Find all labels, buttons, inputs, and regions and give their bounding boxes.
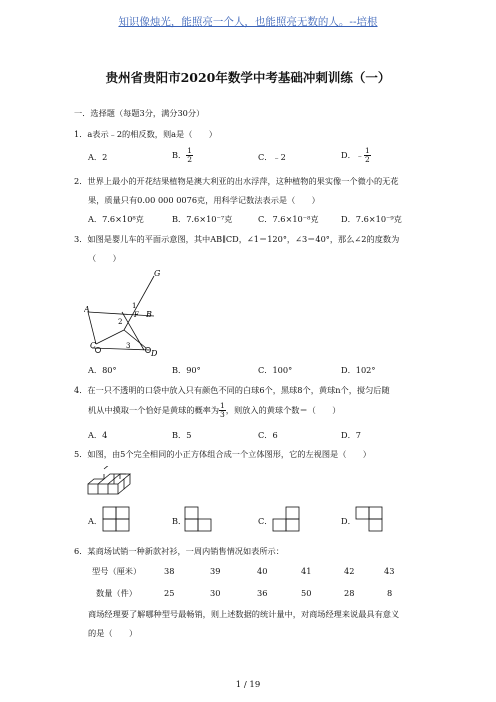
q2-line2: 果，质量只有0.00 000 0076克，用科学记数法表示是（ ）	[88, 195, 320, 205]
q6-size-3: 40	[257, 566, 268, 576]
q3-line2: （ ）	[88, 253, 121, 263]
q2-option-a: A．7.6×10⁸克	[88, 214, 144, 224]
q2-line1: 2．世界上最小的开花结果植物是澳大利亚的出水浮萍，这种植物的果实像一个微小的无花	[74, 176, 399, 186]
q6-line-after2: 的是（ ）	[88, 628, 138, 638]
q6-size-6: 43	[384, 566, 395, 576]
q3-option-b: B．90°	[172, 365, 201, 375]
q1-option-b: B． $\frac{1}{2}$	[172, 146, 192, 164]
q6-qty-2: 30	[210, 588, 221, 598]
label-angle-3: 3	[126, 342, 131, 350]
page-title: 贵州省贵阳市2020年数学中考基础冲刺训练（一）	[105, 70, 391, 85]
q1-option-d: D．﹣ $\frac{1}{2}$	[341, 146, 370, 164]
q5-option-d-figure	[355, 506, 385, 532]
q3-option-c: C．100°	[258, 365, 293, 375]
q5-option-c-figure	[272, 506, 302, 532]
q6-size-4: 41	[301, 566, 312, 576]
q5-option-d: D．	[341, 516, 356, 526]
page-number: 1 / 19	[235, 680, 261, 690]
q6-size-5: 42	[344, 566, 355, 576]
q5-option-b-figure	[184, 506, 214, 532]
cube-figure	[86, 466, 136, 498]
q3-option-a: A．80°	[88, 365, 117, 375]
q6-qty-6: 8	[387, 588, 393, 598]
q4-line2: 机从中摸取一个恰好是黄球的概率为 $\frac{1}{3}$ ，则放入的黄球个数＝（ ）	[88, 401, 341, 419]
q4-option-d: D．7	[341, 430, 361, 440]
label-angle-1: 1	[132, 302, 137, 310]
q4-option-c: C．6	[258, 430, 278, 440]
q4-line1: 4．在一只不透明的口袋中放入只有颜色不同的白球6个，黑球8个，黄球n个，搅匀后随	[74, 385, 390, 395]
header-motto: 知识像烛光，能照亮一个人，也能照亮无数的人。--培根	[118, 16, 378, 28]
section-heading: 一．选择题（每题3分，满分30分）	[74, 108, 205, 118]
q2-option-d: D．7.6×10⁻⁹克	[341, 214, 402, 224]
q6-qty-1: 25	[164, 588, 175, 598]
label-c: C	[90, 341, 97, 350]
q6-line-after: 商场经理要了解哪种型号最畅销，则上述数据的统计量中，对商场经理来说最具有意义	[88, 609, 400, 619]
label-angle-2: 2	[118, 318, 123, 326]
q5-option-b: B．	[172, 516, 187, 526]
q3-option-d: D．102°	[341, 365, 376, 375]
q1-option-c: C．﹣2	[258, 152, 286, 162]
q3-line1: 3．如图是婴儿车的平面示意图，其中AB∥CD，∠1＝120°，∠3＝40°，那么∠2的度数为	[74, 234, 400, 244]
q5-option-c: C．	[258, 516, 273, 526]
label-d: D	[151, 349, 158, 358]
q6-qty-3: 36	[257, 588, 268, 598]
q5-option-a-figure	[102, 506, 132, 532]
q6-table-row2-label: 数量（件）	[96, 588, 137, 598]
q6-table-row1-label: 型号（厘米）	[92, 566, 142, 576]
q5-option-a: A．	[88, 516, 103, 526]
q4-option-b: B．5	[172, 430, 192, 440]
q6-size-1: 38	[164, 566, 175, 576]
label-a: A	[84, 305, 90, 314]
stroller-diagram	[84, 268, 184, 358]
q1-option-a: A．2	[88, 152, 108, 162]
q1-stem: 1．a表示﹣2的相反数，则a是（ ）	[74, 129, 217, 139]
q2-option-b: B．7.6×10⁻⁷克	[172, 214, 233, 224]
q6-size-2: 39	[210, 566, 221, 576]
q6-qty-4: 50	[301, 588, 312, 598]
q6-qty-5: 28	[344, 588, 355, 598]
label-f: F	[134, 311, 139, 319]
q5-stem: 5．如图，由5个完全相同的小正方体组合成一个立体图形，它的左视图是（ ）	[74, 449, 371, 459]
q2-option-c: C．7.6×10⁻⁸克	[258, 214, 319, 224]
label-g: G	[154, 269, 161, 278]
q4-option-a: A．4	[88, 430, 108, 440]
label-b: B	[146, 310, 152, 319]
q6-stem: 6．某商场试销一种新款衬衫，一周内销售情况如表所示：	[74, 546, 284, 556]
